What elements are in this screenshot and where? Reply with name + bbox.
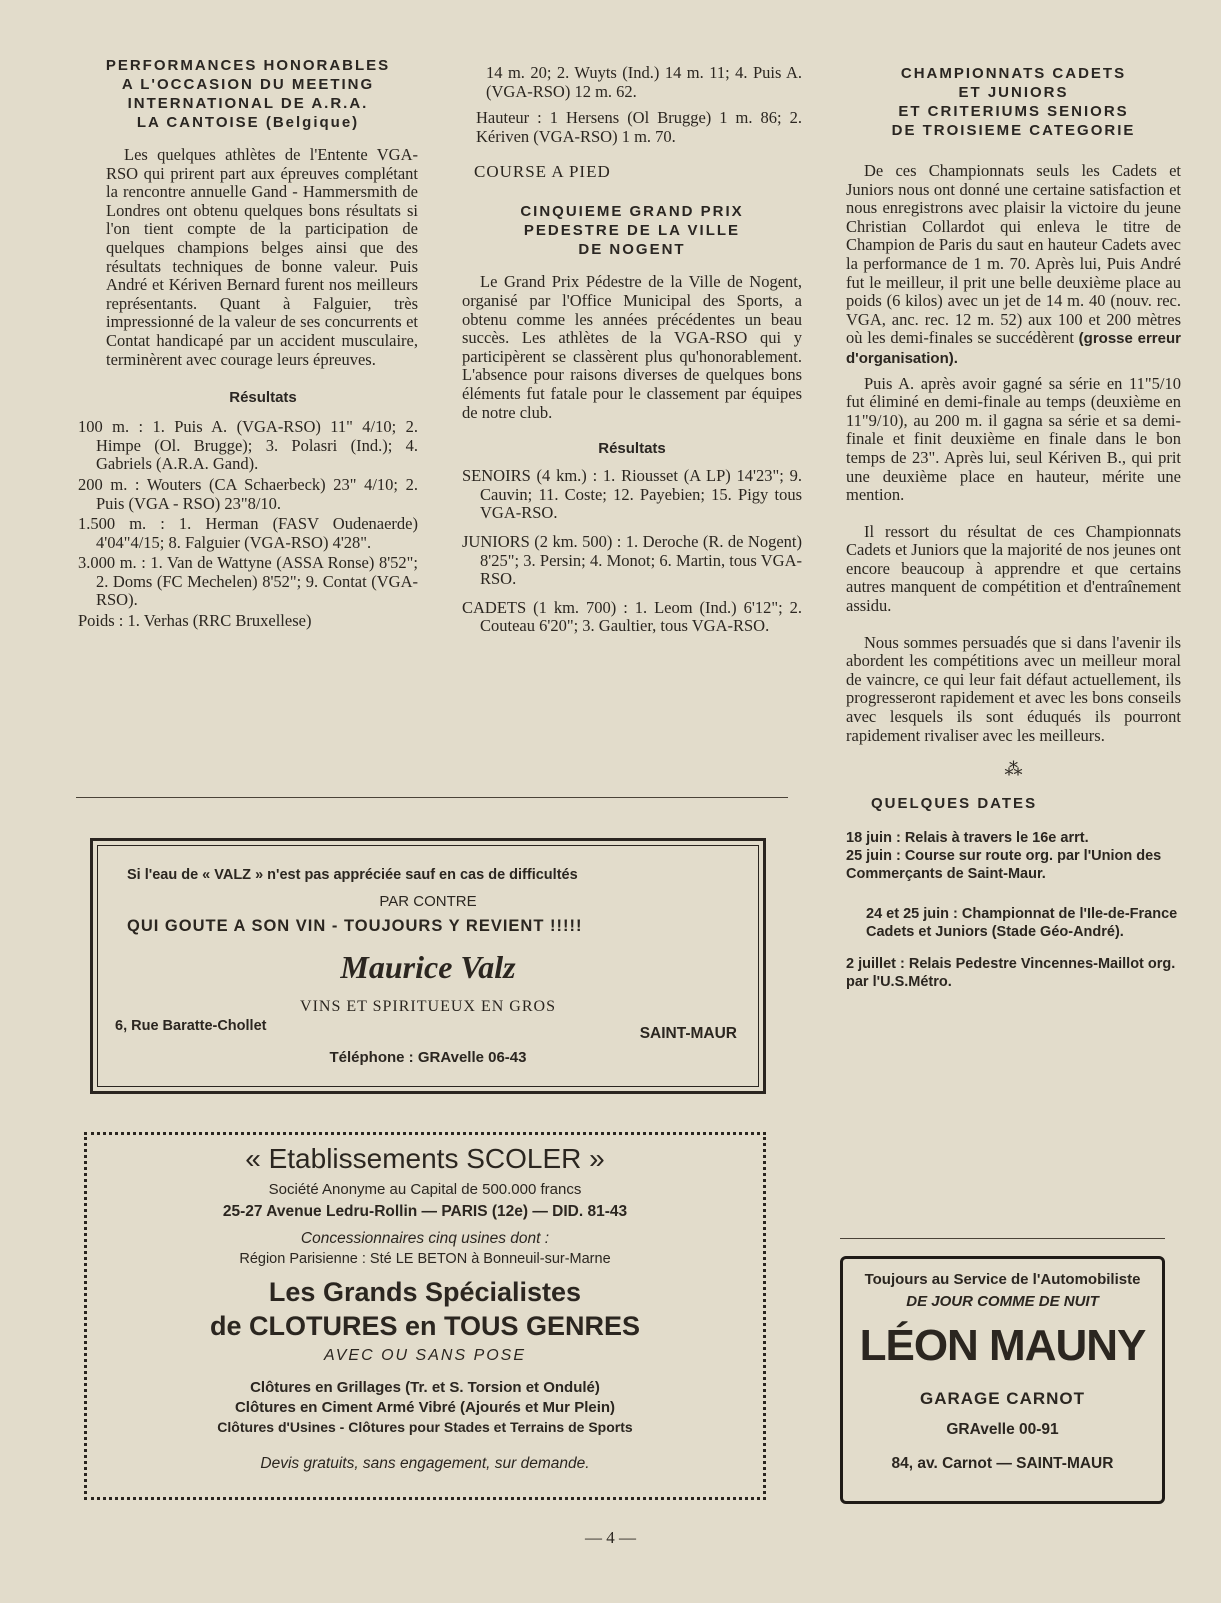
ad-scoler-title: « Etablissements SCOLER »	[245, 1143, 605, 1174]
col2-section: COURSE A PIED	[474, 162, 611, 182]
ad-mauny-line1: Toujours au Service de l'Automobiliste	[864, 1271, 1141, 1288]
col3-heading	[846, 64, 1181, 140]
col2-heading-line: PEDESTRE DE LA VILLE	[523, 222, 741, 240]
ad-mauny-address: 84, av. Carnot — SAINT-MAUR	[891, 1455, 1114, 1472]
divider	[840, 1238, 1165, 1239]
date-item: 25 juin : Course sur route org. par l'Union des Commerçants de Saint-Maur.	[846, 848, 1162, 883]
ad-valz-line2: PAR CONTRE	[379, 893, 477, 910]
ad-scoler-region: Région Parisienne : Sté LE BETON à Bonneuil-sur-Marne	[239, 1251, 611, 1267]
col1-heading-line: INTERNATIONAL DE A.R.A.	[127, 95, 369, 112]
ad-scoler-line: Clôtures en Grillages (Tr. et S. Torsion et Ondulé)	[250, 1379, 600, 1396]
ad-scoler	[84, 1132, 766, 1500]
ad-scoler-line: Clôtures d'Usines - Clôtures pour Stades et Terrains de Sports	[217, 1419, 633, 1435]
col2-heading-line: DE NOGENT	[578, 241, 686, 259]
col1-results	[78, 418, 418, 631]
ad-mauny-phone: GRAvelle 00-91	[946, 1421, 1059, 1438]
col2-paragraph: Le Grand Prix Pédestre de la Ville de Nogent, organisé par l'Office Municipal des Sports, a obtenu comme les années précédentes un beau succès. Les athlètes de la VGA-RSO qui y participèrent se classèrent plus qu'honorablement. L'absence pour raisons diverses de quelques bons éléments fut fatale pour le classement par équipes de notre club.	[462, 272, 802, 422]
col3-heading-line: CHAMPIONNATS CADETS	[900, 65, 1127, 82]
page-number: — 4 —	[585, 1528, 636, 1547]
col3-paragraph	[846, 162, 1181, 369]
col3-heading-line: DE TROISIEME CATEGORIE	[891, 122, 1136, 139]
result-line: CADETS (1 km. 700) : 1. Leom (Ind.) 6'12"; 2. Couteau 6'20"; 3. Gaultier, tous VGA-RSO.	[462, 597, 802, 636]
column-2	[462, 64, 802, 638]
result-line: 1.500 m. : 1. Herman (FASV Oudenaerde) 4'04"4/15; 8. Falguier (VGA-RSO) 4'28".	[78, 514, 418, 552]
ad-scoler-line: Clôtures en Ciment Armé Vibré (Ajourés et Mur Plein)	[234, 1399, 616, 1416]
col2-continuation: 14 m. 20; 2. Wuyts (Ind.) 14 m. 11; 4. Puis A. (VGA-RSO) 12 m. 62.	[486, 63, 802, 101]
col3-paragraph: Il ressort du résultat de ces Championnats Cadets et Juniors que la majorité de nos jeunes ont encore beaucoup à apprendre et que certains autres manquent de compétition et d'entraînement assidu.	[846, 521, 1181, 616]
col1-heading-line: LA CANTOISE (Belgique)	[136, 114, 360, 131]
date-item: 24 et 25 juin : Championnat de l'Ile-de-France Cadets et Juniors (Stade Géo-André).	[866, 906, 1178, 941]
col3-heading-line: ET JUNIORS	[958, 84, 1069, 101]
ad-valz-line1: Si l'eau de « VALZ » n'est pas appréciée sauf en cas de difficultés	[127, 867, 578, 883]
ad-scoler-conc: Concessionnaires cinq usines dont :	[300, 1230, 550, 1247]
date-item: 18 juin : Relais à travers le 16e arrt.	[846, 830, 1089, 847]
ad-valz-address: 6, Rue Baratte-Chollet	[115, 1018, 267, 1034]
col2-results-title: Résultats	[598, 440, 666, 458]
result-line: JUNIORS (2 km. 500) : 1. Deroche (R. de Nogent) 8'25"; 3. Persin; 4. Monot; 6. Martin, tous VGA-RSO.	[462, 531, 802, 589]
col3-heading-line: ET CRITERIUMS SENIORS	[898, 103, 1129, 120]
ad-scoler-address: 25-27 Avenue Ledru-Rollin — PARIS (12e) — DID. 81-43	[222, 1203, 628, 1220]
ad-scoler-pose: AVEC OU SANS POSE	[323, 1347, 527, 1364]
col3-paragraph-text: De ces Championnats seuls les Cadets et Juniors nous ont donné une certaine satisfaction et nous enregistrons avec plaisir la victoire du jeune Christian Collardot qui enleva le titre de Champion de Paris du saut en hauteur Cadets avec la performance de 1 m. 70. Après lui, Puis André fut le meilleur, il prit une belle deuxième place au poids (6 kilos) avec un jet de 14 m. 40 (nouv. rec. VGA, anc. rec. 12 m. 52) aux 100 et 200 mètres où les demi-finales se succédèrent	[846, 161, 1181, 348]
ad-valz-phone: Téléphone : GRAvelle 06-43	[329, 1049, 527, 1066]
result-line: Poids : 1. Verhas (RRC Bruxellese)	[78, 611, 312, 631]
ad-mauny	[840, 1256, 1165, 1504]
result-line: SENOIRS (4 km.) : 1. Riousset (A LP) 14'23"; 9. Cauvin; 11. Coste; 12. Payebien; 15. Pigy tous VGA-RSO.	[462, 466, 802, 523]
ad-valz-line3: QUI GOUTE A SON VIN - TOUJOURS Y REVIENT !!!!!	[127, 917, 583, 935]
ad-valz-trade: VINS ET SPIRITUEUX EN GROS	[300, 998, 556, 1015]
asterism: ⁂	[1004, 759, 1023, 780]
col1-results-title: Résultats	[229, 389, 297, 407]
col1-heading	[78, 56, 418, 132]
ad-mauny-name: LÉON MAUNY	[859, 1321, 1146, 1370]
result-line: 100 m. : 1. Puis A. (VGA-RSO) 11" 4/10; 2. Himpe (Ol. Brugge); 3. Polasri (Ind.); 4. Gabriels (A.R.A. Gand).	[78, 417, 418, 474]
divider	[76, 797, 788, 798]
ad-valz	[90, 838, 766, 1094]
dates-list	[846, 829, 1181, 991]
ad-valz-city: SAINT-MAUR	[639, 1025, 737, 1042]
col3-paragraph-bold: (grosse erreur d'organisation).	[846, 330, 1181, 367]
ad-mauny-line2: DE JOUR COMME DE NUIT	[906, 1293, 1099, 1310]
ad-valz-name: Maurice Valz	[340, 949, 516, 985]
col2-heading	[462, 202, 802, 259]
col1-paragraph: Les quelques athlètes de l'Entente VGA-RSO qui prirent part aux épreuves complétant la rencontre annuelle Gand - Hammersmith de Londres ont obtenu quelques bons résultats si l'on tient compte de la participation de quelques champions belges ainsi que des résultats techniques de bonne valeur. Puis André et Kériven Bernard furent nos meilleurs représentants. Quant à Falguier, très impressionné de la valeur de ses concurrents et Contat handicapé par un accident musculaire, terminèrent avec courage leurs épreuves.	[106, 145, 418, 369]
result-line: 200 m. : Wouters (CA Schaerbeck) 23" 4/10; 2. Puis (VGA - RSO) 23"8/10.	[78, 474, 418, 513]
col1-heading-line: PERFORMANCES HONORABLES	[105, 57, 391, 74]
ad-scoler-capital: Société Anonyme au Capital de 500.000 francs	[268, 1181, 582, 1198]
result-line: 3.000 m. : 1. Van de Wattyne (ASSA Ronse) 8'52"; 2. Doms (FC Mechelen) 8'52"; 9. Contat (VGA-RSO).	[78, 553, 418, 610]
ad-scoler-big2: de CLOTURES en TOUS GENRES	[209, 1311, 641, 1341]
col3-paragraph: Puis A. après avoir gagné sa série en 11"5/10 fut éliminé en demi-finale au temps (deuxième en 11"9/10), au 200 m. il gagna sa série et sa demi-finale et finit deuxième en finale dans le bon temps de 23". Après lui, seul Kériven B., qui prit une deuxième place en hauteur, mérite une mention.	[846, 373, 1181, 505]
dates-title: QUELQUES DATES	[871, 795, 1038, 813]
ad-scoler-devis: Devis gratuits, sans engagement, sur demande.	[260, 1455, 590, 1472]
col3-paragraph: Nous sommes persuadés que si dans l'avenir ils abordent les compétitions avec un meilleur moral de vaincre, ce qui leur fait défaut actuellement, ils progresseront rapidement et avec les bons conseils avec lesquels ils sont éduqués ils pourront rapidement rivaliser avec les meilleurs.	[846, 632, 1181, 745]
col2-results	[462, 467, 802, 636]
col1-heading-line: A L'OCCASION DU MEETING	[121, 76, 375, 93]
column-3	[846, 64, 1181, 991]
col2-heading-line: CINQUIEME GRAND PRIX	[520, 203, 744, 221]
ad-scoler-big1: Les Grands Spécialistes	[268, 1277, 582, 1307]
column-1	[78, 56, 418, 633]
ad-mauny-garage: GARAGE CARNOT	[919, 1389, 1086, 1408]
col2-continuation: Hauteur : 1 Hersens (Ol Brugge) 1 m. 86; 2. Kériven (VGA-RSO) 1 m. 70.	[476, 108, 802, 146]
date-item: 2 juillet : Relais Pedestre Vincennes-Maillot org. par l'U.S.Métro.	[846, 956, 1176, 991]
